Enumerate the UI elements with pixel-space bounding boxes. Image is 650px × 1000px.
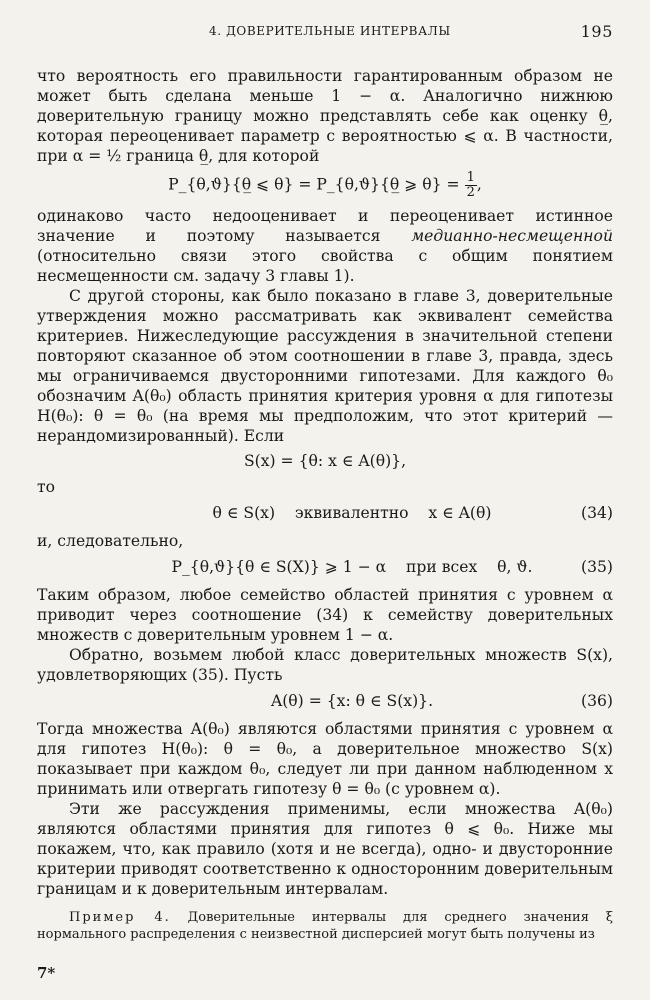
formula-median-lhs: P_{θ,ϑ}{θ̲ ⩽ θ} = P_{θ,ϑ}{θ̲ ⩾ θ} =: [168, 175, 460, 194]
signature-mark: 7*: [37, 964, 56, 982]
paragraph-7: Эти же рассуждения применимы, если множества A(θ₀) являются областями принятия для гипотез θ ⩽ θ₀. Ниже мы покажем, что, как правило (хотя и не всегда), одно- и двусторонние критерии приводят соответственно к односторонним доверительным границам и к доверительным интервалам.: [37, 800, 613, 898]
equation-36: [37, 691, 613, 711]
page-body: [37, 66, 613, 943]
fraction-numerator: 1: [466, 170, 475, 185]
paragraph-4: Таким образом, любое семейство областей принятия с уровнем α приводит через соотношение (34) к семейству доверительных множеств с доверительным уровнем 1 − α.: [37, 586, 613, 644]
paragraph-3: С другой стороны, как было показано в главе 3, доверительные утверждения можно рассматривать как эквивалент семейства критериев. Нижеследующие рассуждения в значительной степени повторяют сказанное об этом соотношении в главе 3, правда, здесь мы ограничиваемся двусторонними гипотезами. Для каждого θ₀ обозначим A(θ₀) область принятия критерия уровня α для гипотезы H(θ₀): θ = θ₀ (на время мы предположим, что этот критерий — нерандомизированный). Если: [37, 287, 613, 445]
paragraph-2: [37, 206, 613, 286]
eq34-word: эквивалентно: [294, 504, 409, 522]
paragraph-1: что вероятность его правильности гарантированным образом не может быть сделана меньше 1 − α. Аналогично нижнюю доверительную границу можно представлять себе как оценку θ̲, которая переоценивает параметр с вероятностью ⩽ α. В частности, при α = ½ граница θ̲, для которой: [37, 67, 613, 165]
equation-35: [37, 557, 613, 577]
fraction-denominator: 2: [466, 185, 475, 200]
equation-34: [37, 503, 613, 523]
page-number: 195: [580, 22, 613, 41]
equation-number-36: (36): [580, 692, 613, 710]
formula-median-tail: ,: [476, 175, 482, 194]
example-text: Доверительные интервалы для среднего значения ξ нормального распределения с неизвестной дисперсией могут быть получены из: [37, 910, 613, 942]
eq34-right: x ∈ A(θ): [428, 504, 492, 522]
eq35-expression: P_{θ,ϑ}{θ ∈ S(X)} ⩾ 1 − α: [171, 558, 387, 576]
paragraph-6: Тогда множества A(θ₀) являются областями принятия с уровнем α для гипотез H(θ₀): θ = θ₀, а доверительное множество S(x) показывает при каждом θ₀, следует ли при данном наблюденном x принимать или отвергать гипотезу θ = θ₀ (с уровнем α).: [37, 720, 613, 798]
text-and-therefore: и, следовательно,: [37, 532, 184, 550]
paragraph-2-start: одинаково часто недооценивает и переоценивает истинное значение и поэтому называется: [37, 207, 613, 245]
equation-number-34: (34): [580, 504, 613, 522]
chapter-title: 4. ДОВЕРИТЕЛЬНЫЕ ИНТЕРВАЛЫ: [209, 24, 451, 38]
formula-median-unbiased: [37, 171, 613, 200]
eq34-left: θ ∈ S(x): [212, 504, 276, 522]
fraction-one-half: [465, 171, 477, 200]
term-median-unbiased: медианно-несмещенной: [411, 227, 613, 245]
page: [37, 22, 613, 943]
example-heading: Пример 4.: [69, 910, 171, 925]
equation-number-35: (35): [580, 558, 613, 576]
paragraph-5: Обратно, возьмем любой класс доверительных множеств S(x), удовлетворяющих (35). Пусть: [37, 646, 613, 684]
eq36-expression: A(θ) = {x: θ ∈ S(x)}.: [270, 692, 434, 710]
eq35-vars: θ, ϑ.: [497, 558, 533, 576]
eq35-word: при всех: [406, 558, 478, 576]
running-header: [37, 22, 613, 44]
example-4: [37, 909, 613, 943]
paragraph-2-end: (относительно связи этого свойства с общим понятием несмещенности см. задачу 3 главы 1).: [37, 247, 613, 285]
formula-S-definition: S(x) = {θ: x ∈ A(θ)},: [243, 452, 407, 470]
text-then: то: [37, 478, 56, 496]
